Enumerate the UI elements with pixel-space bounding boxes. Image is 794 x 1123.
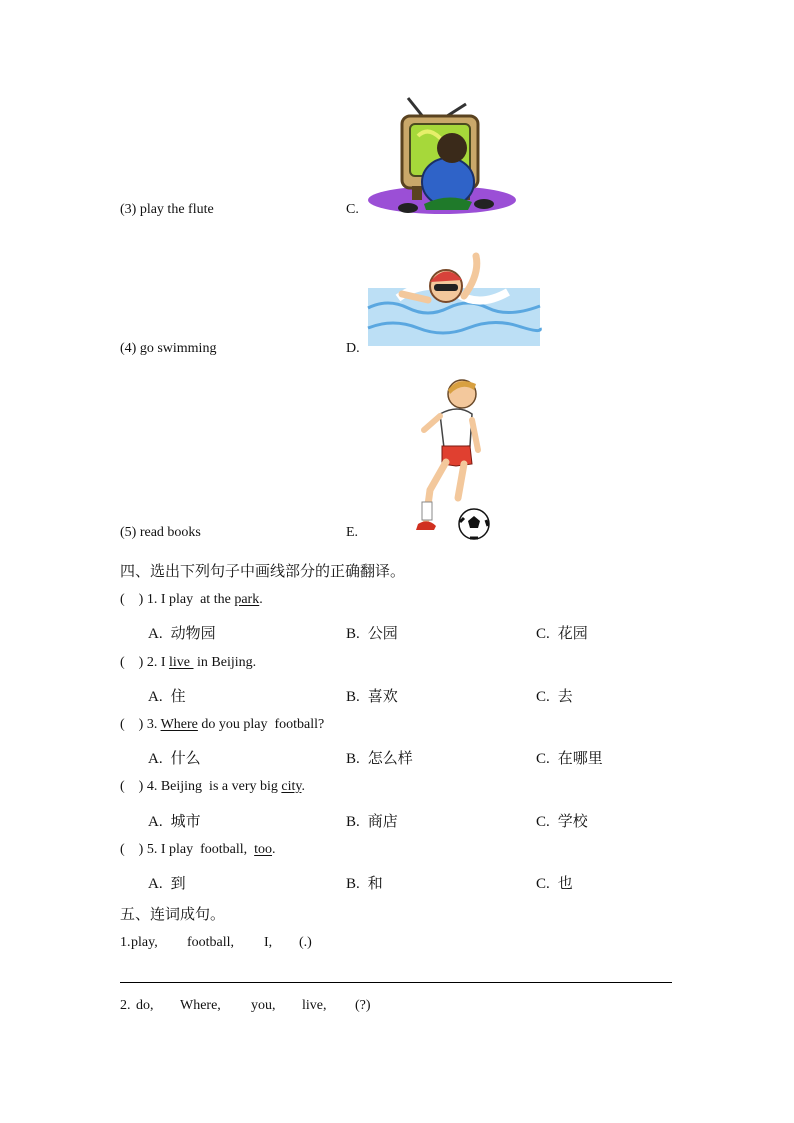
option-c[interactable]: C. 在哪里 [536,749,603,767]
question-number: 5. [146,842,158,857]
question-number: 2. [146,655,158,670]
question-2-text [120,655,256,671]
word: Where, [180,998,221,1013]
option-a[interactable]: A. 到 [148,874,186,892]
match-left-4: (4) go swimming [120,341,217,356]
underlined-word: park [234,592,260,607]
option-c[interactable]: C. 学校 [536,812,588,830]
word: (?) [355,998,371,1013]
option-c[interactable]: C. 也 [536,874,573,892]
question-5-text [120,842,276,858]
option-b[interactable]: B. 和 [346,874,383,892]
word: play, [131,935,158,950]
option-a[interactable]: A. 动物园 [148,624,216,642]
question-pre: I [160,655,169,670]
word: (.) [299,935,312,950]
option-a[interactable]: A. 住 [148,687,186,705]
question-3-text [120,717,324,733]
underlined-word: Where [160,717,198,732]
match-letter-c: C. [346,202,359,217]
underlined-word: city [281,779,302,794]
underlined-word: live [169,655,194,670]
question-post: . [259,592,263,607]
question-number: 3. [146,717,158,732]
word: live, [302,998,327,1013]
option-c[interactable]: C. 花园 [536,624,588,642]
swimming-picture [368,248,540,348]
question-pre: Beijing is a very big [160,779,282,794]
question-post: in Beijing. [193,655,257,670]
option-c[interactable]: C. 去 [536,687,573,705]
option-b[interactable]: B. 公园 [346,624,398,642]
question-post: . [272,842,276,857]
underlined-word: too [254,842,273,857]
question-pre: I play football, [160,842,255,857]
word: football, [187,935,235,950]
answer-bracket[interactable]: ( ) [120,842,144,857]
question-pre: I play at the [160,592,235,607]
option-b[interactable]: B. 喜欢 [346,687,398,705]
match-letter-d: D. [346,341,360,356]
option-a[interactable]: A. 城市 [148,812,201,830]
question-4-text [120,779,305,795]
word: do, [136,998,154,1013]
item-number: 2. [120,998,131,1013]
answer-bracket[interactable]: ( ) [120,779,144,794]
section5-heading: 五、连词成句。 [120,905,226,923]
match-left-3: (3) play the flute [120,202,214,217]
option-b[interactable]: B. 商店 [346,812,398,830]
question-number: 4. [146,779,158,794]
item-number: 1. [120,935,131,950]
answer-line[interactable] [120,982,672,983]
question-1-text [120,592,263,608]
section4-heading: 四、选出下列句子中画线部分的正确翻译。 [120,562,406,580]
answer-bracket[interactable]: ( ) [120,717,144,732]
answer-bracket[interactable]: ( ) [120,592,144,607]
answer-bracket[interactable]: ( ) [120,655,144,670]
tv-watching-picture [368,96,520,220]
option-b[interactable]: B. 怎么样 [346,749,413,767]
word: I, [264,935,273,950]
word: you, [251,998,276,1013]
question-number: 1. [146,592,158,607]
option-a[interactable]: A. 什么 [148,749,201,767]
match-left-5: (5) read books [120,525,201,540]
question-post: do you play football? [197,717,325,732]
football-picture [400,374,496,544]
question-post: . [301,779,305,794]
match-letter-e: E. [346,525,359,540]
